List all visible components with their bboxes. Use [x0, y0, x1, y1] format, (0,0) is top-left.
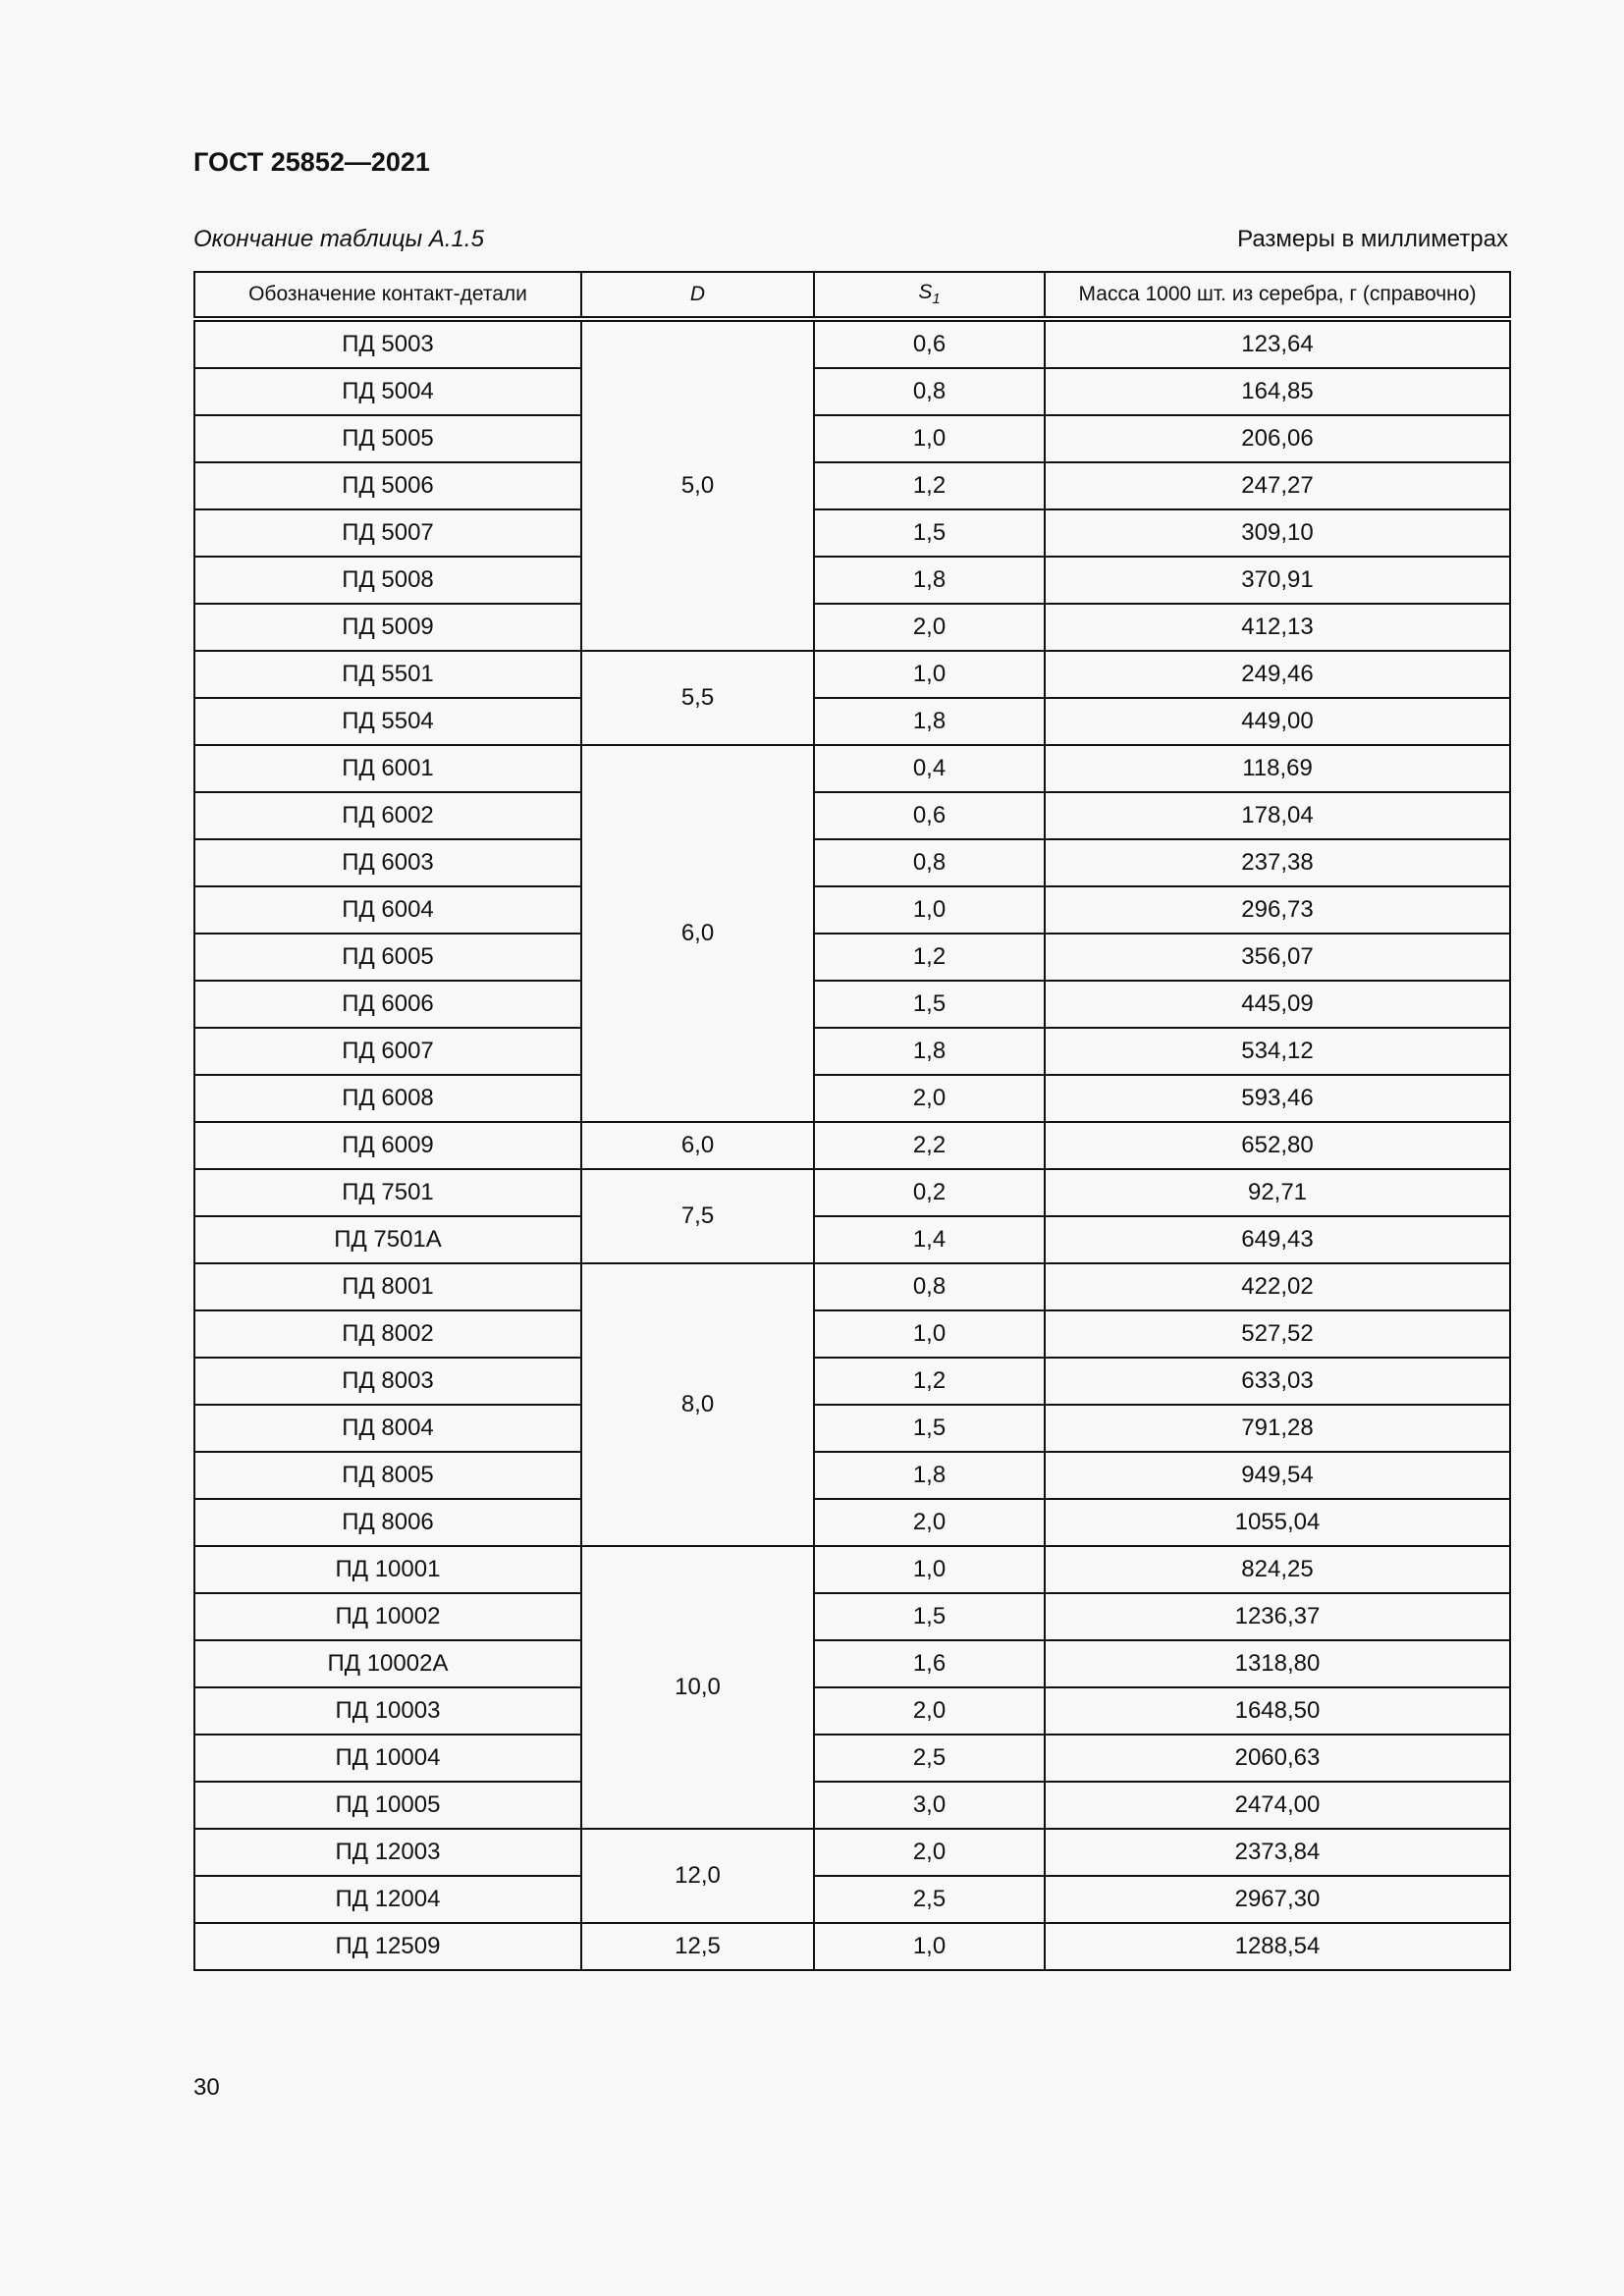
table-row — [194, 415, 1510, 462]
designation-cell: ПД 6004 — [194, 886, 581, 934]
mass-cell: 1648,50 — [1045, 1687, 1510, 1735]
mass-cell: 593,46 — [1045, 1075, 1510, 1122]
document-title: ГОСТ 25852—2021 — [193, 147, 430, 177]
s1-cell: 0,2 — [814, 1169, 1045, 1216]
table-row — [194, 1122, 1510, 1169]
table-row — [194, 1028, 1510, 1075]
designation-cell: ПД 5009 — [194, 604, 581, 651]
table-row — [194, 1169, 1510, 1216]
s1-cell: 1,0 — [814, 415, 1045, 462]
diameter-cell: 12,5 — [581, 1923, 814, 1970]
mass-cell: 422,02 — [1045, 1263, 1510, 1310]
s1-cell: 1,5 — [814, 981, 1045, 1028]
mass-cell: 2474,00 — [1045, 1782, 1510, 1829]
table-row — [194, 792, 1510, 839]
mass-cell: 527,52 — [1045, 1310, 1510, 1358]
designation-cell: ПД 10002А — [194, 1640, 581, 1687]
diameter-cell: 6,0 — [581, 1122, 814, 1169]
s1-cell: 0,8 — [814, 839, 1045, 886]
s1-cell: 1,2 — [814, 934, 1045, 981]
table-row — [194, 981, 1510, 1028]
diameter-cell: 7,5 — [581, 1169, 814, 1263]
table-row — [194, 1310, 1510, 1358]
mass-cell: 449,00 — [1045, 698, 1510, 745]
s1-cell: 0,8 — [814, 368, 1045, 415]
diameter-cell: 6,0 — [581, 745, 814, 1122]
s1-cell: 2,2 — [814, 1122, 1045, 1169]
mass-cell: 118,69 — [1045, 745, 1510, 792]
designation-cell: ПД 5006 — [194, 462, 581, 509]
designation-cell: ПД 8001 — [194, 1263, 581, 1310]
mass-cell: 1288,54 — [1045, 1923, 1510, 1970]
designation-cell: ПД 10004 — [194, 1735, 581, 1782]
table-header-row — [194, 272, 1510, 319]
table-row — [194, 1405, 1510, 1452]
designation-cell: ПД 6006 — [194, 981, 581, 1028]
column-header-d — [581, 272, 814, 319]
mass-cell: 652,80 — [1045, 1122, 1510, 1169]
s1-cell: 1,2 — [814, 462, 1045, 509]
mass-cell: 949,54 — [1045, 1452, 1510, 1499]
mass-cell: 164,85 — [1045, 368, 1510, 415]
designation-cell: ПД 6009 — [194, 1122, 581, 1169]
mass-cell: 534,12 — [1045, 1028, 1510, 1075]
s1-cell: 2,5 — [814, 1876, 1045, 1923]
table-row — [194, 1923, 1510, 1970]
s1-cell: 1,0 — [814, 651, 1045, 698]
designation-cell: ПД 5504 — [194, 698, 581, 745]
mass-cell: 1236,37 — [1045, 1593, 1510, 1640]
table-row — [194, 1687, 1510, 1735]
table-row — [194, 1452, 1510, 1499]
table-row — [194, 934, 1510, 981]
s1-cell: 3,0 — [814, 1782, 1045, 1829]
table-row — [194, 839, 1510, 886]
table-row — [194, 1216, 1510, 1263]
mass-cell: 445,09 — [1045, 981, 1510, 1028]
s1-cell: 0,4 — [814, 745, 1045, 792]
mass-cell: 92,71 — [1045, 1169, 1510, 1216]
s1-cell: 2,0 — [814, 1829, 1045, 1876]
table-row — [194, 651, 1510, 698]
designation-cell: ПД 8006 — [194, 1499, 581, 1546]
column-header-designation: Обозначение контакт-детали — [194, 272, 581, 319]
designation-cell: ПД 12509 — [194, 1923, 581, 1970]
mass-cell: 178,04 — [1045, 792, 1510, 839]
s1-cell: 2,0 — [814, 1075, 1045, 1122]
table-row — [194, 1640, 1510, 1687]
table-row — [194, 886, 1510, 934]
mass-cell: 649,43 — [1045, 1216, 1510, 1263]
mass-cell: 791,28 — [1045, 1405, 1510, 1452]
table-row — [194, 1546, 1510, 1593]
table-row — [194, 698, 1510, 745]
units-note: Размеры в миллиметрах — [1237, 226, 1508, 252]
diameter-cell: 5,5 — [581, 651, 814, 745]
designation-cell: ПД 8004 — [194, 1405, 581, 1452]
diameter-cell: 5,0 — [581, 319, 814, 651]
designation-cell: ПД 6007 — [194, 1028, 581, 1075]
table-row — [194, 1358, 1510, 1405]
table-row — [194, 509, 1510, 557]
designation-cell: ПД 5003 — [194, 319, 581, 368]
table-row — [194, 604, 1510, 651]
designation-cell: ПД 8005 — [194, 1452, 581, 1499]
s1-cell: 2,0 — [814, 604, 1045, 651]
designation-cell: ПД 5004 — [194, 368, 581, 415]
designation-cell: ПД 8002 — [194, 1310, 581, 1358]
column-header-s1 — [814, 272, 1045, 319]
mass-cell: 412,13 — [1045, 604, 1510, 651]
parts-table — [193, 271, 1511, 1971]
table-row — [194, 557, 1510, 604]
s1-cell: 1,5 — [814, 1405, 1045, 1452]
table-body — [194, 319, 1510, 1970]
table-caption: Окончание таблицы А.1.5 — [193, 226, 484, 252]
table-row — [194, 319, 1510, 368]
table-row — [194, 368, 1510, 415]
table-row — [194, 1876, 1510, 1923]
designation-cell: ПД 6002 — [194, 792, 581, 839]
designation-cell: ПД 10002 — [194, 1593, 581, 1640]
mass-cell: 824,25 — [1045, 1546, 1510, 1593]
mass-cell: 2967,30 — [1045, 1876, 1510, 1923]
mass-cell: 309,10 — [1045, 509, 1510, 557]
s1-cell: 1,8 — [814, 1452, 1045, 1499]
s1-cell: 1,8 — [814, 557, 1045, 604]
table-row — [194, 1593, 1510, 1640]
s1-cell: 2,0 — [814, 1499, 1045, 1546]
s1-cell: 1,6 — [814, 1640, 1045, 1687]
designation-cell: ПД 12004 — [194, 1876, 581, 1923]
designation-cell: ПД 6005 — [194, 934, 581, 981]
table-row — [194, 1075, 1510, 1122]
designation-cell: ПД 7501 — [194, 1169, 581, 1216]
mass-cell: 123,64 — [1045, 319, 1510, 368]
table-row — [194, 1782, 1510, 1829]
designation-cell: ПД 5008 — [194, 557, 581, 604]
mass-cell: 296,73 — [1045, 886, 1510, 934]
table-row — [194, 1735, 1510, 1782]
table-row — [194, 1829, 1510, 1876]
designation-cell: ПД 10003 — [194, 1687, 581, 1735]
table-row — [194, 462, 1510, 509]
s1-cell: 1,0 — [814, 1546, 1045, 1593]
s1-cell: 0,8 — [814, 1263, 1045, 1310]
designation-cell: ПД 6008 — [194, 1075, 581, 1122]
d-label: D — [689, 283, 706, 305]
designation-cell: ПД 5007 — [194, 509, 581, 557]
diameter-cell: 8,0 — [581, 1263, 814, 1546]
s-subscript: 1 — [932, 291, 941, 308]
designation-cell: ПД 5005 — [194, 415, 581, 462]
s1-cell: 1,4 — [814, 1216, 1045, 1263]
mass-cell: 633,03 — [1045, 1358, 1510, 1405]
s1-cell: 1,5 — [814, 1593, 1045, 1640]
table-row — [194, 1263, 1510, 1310]
diameter-cell: 10,0 — [581, 1546, 814, 1829]
s1-cell: 0,6 — [814, 319, 1045, 368]
s1-cell: 0,6 — [814, 792, 1045, 839]
s1-cell: 1,2 — [814, 1358, 1045, 1405]
designation-cell: ПД 7501А — [194, 1216, 581, 1263]
s1-cell: 2,5 — [814, 1735, 1045, 1782]
mass-cell: 2373,84 — [1045, 1829, 1510, 1876]
designation-cell: ПД 12003 — [194, 1829, 581, 1876]
mass-cell: 2060,63 — [1045, 1735, 1510, 1782]
mass-cell: 370,91 — [1045, 557, 1510, 604]
mass-cell: 237,38 — [1045, 839, 1510, 886]
mass-cell: 356,07 — [1045, 934, 1510, 981]
designation-cell: ПД 10001 — [194, 1546, 581, 1593]
table-row — [194, 745, 1510, 792]
diameter-cell: 12,0 — [581, 1829, 814, 1923]
mass-cell: 247,27 — [1045, 462, 1510, 509]
page-number: 30 — [193, 2074, 220, 2101]
s1-cell: 1,8 — [814, 698, 1045, 745]
table-row — [194, 1499, 1510, 1546]
s-label: S — [918, 281, 933, 304]
mass-cell: 249,46 — [1045, 651, 1510, 698]
mass-cell: 206,06 — [1045, 415, 1510, 462]
s1-cell: 1,0 — [814, 1923, 1045, 1970]
designation-cell: ПД 5501 — [194, 651, 581, 698]
designation-cell: ПД 8003 — [194, 1358, 581, 1405]
mass-cell: 1055,04 — [1045, 1499, 1510, 1546]
mass-cell: 1318,80 — [1045, 1640, 1510, 1687]
s1-cell: 1,5 — [814, 509, 1045, 557]
s1-cell: 1,0 — [814, 1310, 1045, 1358]
s1-cell: 1,8 — [814, 1028, 1045, 1075]
designation-cell: ПД 10005 — [194, 1782, 581, 1829]
designation-cell: ПД 6003 — [194, 839, 581, 886]
designation-cell: ПД 6001 — [194, 745, 581, 792]
column-header-mass: Масса 1000 шт. из серебра, г (справочно) — [1045, 272, 1510, 319]
s1-cell: 1,0 — [814, 886, 1045, 934]
s1-cell: 2,0 — [814, 1687, 1045, 1735]
